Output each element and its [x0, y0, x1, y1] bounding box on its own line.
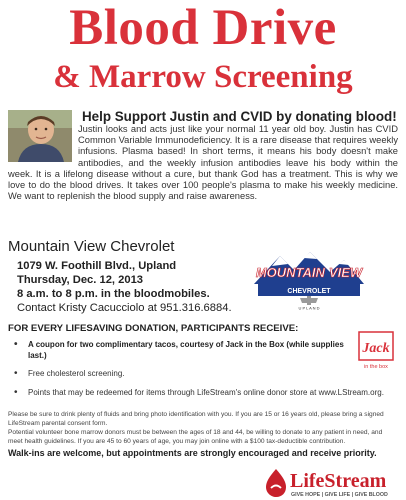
event-details — [17, 259, 237, 315]
support-heading: Help Support Justin and CVID by donating blood! — [82, 109, 397, 124]
title-marrow-screening: & Marrow Screening — [53, 59, 353, 95]
mv-logo-city: U P L A N D — [298, 305, 320, 310]
walkins-notice: Walk-ins are welcome, but appointments are strongly encouraged and receive priority. — [8, 448, 377, 458]
event-date: Thursday, Dec. 12, 2013 — [17, 274, 144, 286]
jack-logo-word: Jack — [362, 341, 390, 356]
story-paragraph: Justin looks and acts just like your normal 11 year old boy. Justin has CVID Common Variable Immunodeficiency. It is a rare disease that requires weekly infusions. Plasma based! In short terms, it means his body doesn't make antibodies, and the weekly infusion antibodies leave his body within the week. It is a lifelong disease without a cure, but thank God has a treatment. This is why we love to do the blood drives. It takes over 100 people's plasma to make his weekly medicine. We want to replenish the blood supply and raise awareness. — [8, 124, 398, 202]
jack-in-the-box-logo — [358, 331, 394, 371]
fine-print-id: Please be sure to drink plenty of fluids and bring photo identification with you. If you are 15 or 16 years old, please bring a signed LifeStream parental consent form. — [8, 411, 384, 427]
jack-logo-tagline: in the box — [364, 364, 388, 370]
benefit-item: • A coupon for two complimentary tacos, courtesy of Jack in the Box (while supplies last.) — [14, 340, 354, 361]
event-address: 1079 W. Foothill Blvd., Upland — [17, 260, 177, 272]
mv-logo-word1: MOUNTAIN — [255, 265, 325, 280]
benefit-item: • Free cholesterol screening. — [14, 369, 354, 380]
lifestream-logo — [262, 466, 402, 498]
benefits-list — [14, 340, 384, 406]
mv-logo-brand: CHEVROLET — [287, 288, 331, 295]
lifestream-name: LifeStream — [290, 470, 387, 492]
chevrolet-bowtie-icon — [300, 296, 318, 305]
benefit-item: • Points that may be redeemed for items through LifeStream's online donor store at www.LStream.org. — [14, 388, 398, 399]
venue-name: Mountain View Chevrolet — [8, 238, 175, 255]
fine-print-marrow: Potential volunteer bone marrow donors must be between the ages of 18 and 44, be willing to donate to any patient in need, and meet health guidelines. If you are 45 to 60 years of age, you may join online with a $100 tax-deductible contribution. — [8, 429, 383, 445]
title-blood-drive: Blood Drive — [69, 0, 337, 56]
mountain-view-chevrolet-logo — [250, 250, 368, 310]
event-time: 8 a.m. to 8 p.m. in the bloodmobiles. — [17, 288, 210, 300]
benefits-heading: FOR EVERY LIFESAVING DONATION, PARTICIPANTS RECEIVE: — [8, 323, 299, 334]
lifestream-tagline: GIVE HOPE | GIVE LIFE | GIVE BLOOD — [291, 492, 388, 498]
event-contact: Contact Kristy Cacucciolo at 951.316.6884. — [17, 302, 232, 314]
blood-drop-icon — [266, 469, 286, 497]
svg-text:MOUNTAINVIEW — [256, 265, 364, 280]
mv-logo-word2: VIEW — [328, 265, 363, 280]
